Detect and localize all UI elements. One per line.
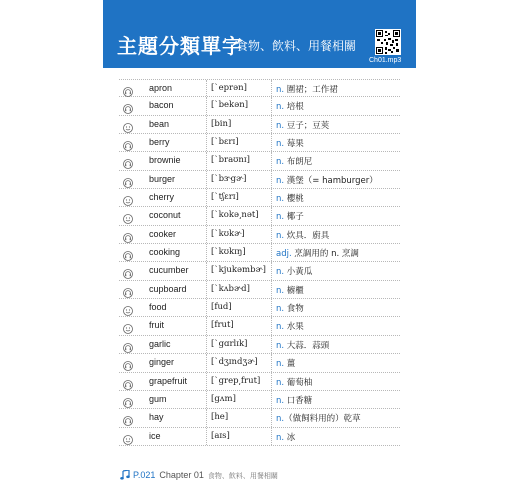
column-divider [271, 281, 272, 298]
vocab-word: berry [149, 137, 170, 148]
headphones-icon[interactable] [123, 230, 133, 240]
column-divider [206, 336, 207, 353]
vocab-word: food [149, 302, 167, 313]
definition-text: 培根 [284, 102, 304, 113]
definition-text: 口香糖 [284, 395, 313, 406]
headphones-icon[interactable] [123, 266, 133, 276]
column-divider [271, 262, 272, 279]
definition [276, 265, 312, 277]
column-divider [206, 116, 207, 133]
column-divider [206, 317, 207, 334]
vocab-word: cupboard [149, 283, 187, 294]
vocab-word: cooking [149, 247, 181, 258]
column-divider [206, 244, 207, 261]
phonetic-transcription: [aɪs] [211, 430, 230, 441]
definition [276, 412, 361, 424]
definition [276, 284, 304, 296]
part-of-speech: n. [276, 432, 285, 443]
table-row [119, 373, 400, 391]
smile-icon[interactable] [123, 321, 133, 331]
definition-text: 漢堡（= hamburger） [284, 175, 378, 186]
part-of-speech: n. [276, 395, 285, 406]
table-row [119, 262, 400, 280]
smile-icon[interactable] [123, 193, 133, 203]
column-divider [271, 80, 272, 96]
table-row [119, 391, 400, 409]
column-divider [206, 189, 207, 206]
definition-text: 布朗尼 [284, 157, 313, 168]
column-divider [271, 116, 272, 133]
part-of-speech: n. [276, 157, 285, 168]
phonetic-transcription: [he] [211, 412, 229, 423]
table-row [119, 336, 400, 354]
column-divider [271, 391, 272, 408]
table-row [119, 189, 400, 207]
vocab-word: coconut [149, 210, 181, 221]
column-divider [271, 317, 272, 334]
audio-file-label: Ch01.mp3 [369, 57, 402, 64]
part-of-speech: n. [276, 212, 285, 223]
phonetic-transcription: [ˋkokə͵nət] [211, 210, 259, 221]
definition [276, 394, 312, 406]
phonetic-transcription: [ˋtʃɛrɪ] [211, 192, 239, 203]
headphones-icon[interactable] [123, 248, 133, 258]
column-divider [271, 207, 272, 224]
definition [276, 431, 295, 443]
definition-text: 椰子 [284, 212, 304, 223]
column-divider [206, 391, 207, 408]
part-of-speech: n. [276, 120, 285, 131]
headphones-icon[interactable] [123, 377, 133, 387]
part-of-speech: n. [276, 340, 285, 351]
phonetic-transcription: [ˋeprən] [211, 83, 247, 93]
column-divider [206, 80, 207, 96]
page-footer [120, 470, 278, 482]
table-row [119, 299, 400, 317]
column-divider [206, 97, 207, 114]
table-row [119, 171, 400, 189]
column-divider [271, 336, 272, 353]
table-row [119, 207, 400, 225]
column-divider [271, 428, 272, 445]
vocab-word: hay [149, 412, 164, 423]
part-of-speech: n. [276, 359, 285, 370]
definition [276, 376, 312, 388]
table-row [119, 244, 400, 262]
phonetic-transcription: [ˋbekən] [211, 100, 249, 111]
column-divider [206, 354, 207, 371]
column-divider [271, 189, 272, 206]
definition [276, 302, 304, 314]
phonetic-transcription: [ˋdʒɪndʒɚ] [211, 357, 258, 368]
definition [276, 229, 329, 241]
part-of-speech: n. [276, 85, 285, 95]
qr-code-icon[interactable] [375, 29, 401, 55]
page-header [103, 0, 416, 68]
headphones-icon[interactable] [123, 138, 133, 148]
column-divider [271, 97, 272, 114]
vocab-word: apron [149, 83, 173, 93]
table-row [119, 152, 400, 170]
table-row [119, 409, 400, 427]
definition [276, 119, 329, 131]
chapter-label: Chapter 01 [159, 470, 204, 480]
definition [276, 137, 304, 149]
phonetic-transcription: [fud] [211, 302, 232, 313]
part-of-speech: n. [276, 194, 285, 205]
definition [276, 83, 338, 95]
definition-text: 水果 [284, 322, 304, 333]
phonetic-transcription: [ˋgrep͵frut] [211, 375, 261, 386]
column-divider [271, 299, 272, 316]
phonetic-transcription: [bin] [211, 118, 232, 129]
phonetic-transcription: [gʌm] [211, 393, 236, 404]
definition [276, 357, 295, 369]
definition-text: 櫥櫃 [284, 285, 304, 296]
table-row [119, 428, 400, 446]
definition [276, 339, 329, 351]
vocab-word: bacon [149, 100, 174, 111]
table-row [119, 134, 400, 152]
page-number: P.021 [133, 470, 156, 480]
column-divider [271, 409, 272, 426]
part-of-speech: n. [276, 285, 285, 296]
phonetic-transcription: [ˋkʌbɚd] [211, 283, 250, 294]
page-title: 主題分類單字 [117, 34, 243, 58]
definition [276, 247, 359, 259]
phonetic-transcription: [ˋkʊkɪŋ] [211, 247, 246, 258]
phonetic-transcription: [ˋkjukəmbɚ] [211, 265, 266, 276]
table-row [119, 354, 400, 372]
smile-icon[interactable] [123, 303, 133, 313]
definition-text: 炊具．廚具 [284, 230, 330, 241]
vocab-word: gum [149, 393, 167, 404]
definition [276, 100, 304, 112]
table-row [119, 317, 400, 335]
definition-text: 薑 [284, 359, 296, 370]
definition-text: 葡萄柚 [284, 377, 313, 388]
definition [276, 155, 312, 167]
headphones-icon[interactable] [123, 84, 133, 94]
smile-icon[interactable] [123, 120, 133, 130]
definition-text: 圍裙；工作裙 [284, 85, 338, 95]
vocab-word: grapefruit [149, 375, 188, 386]
column-divider [206, 428, 207, 445]
column-divider [206, 226, 207, 243]
column-divider [271, 171, 272, 188]
part-of-speech: n. [276, 304, 285, 315]
phonetic-transcription: [ˋkʊkɚ] [211, 228, 245, 239]
vocab-word: garlic [149, 338, 171, 349]
headphones-icon[interactable] [123, 395, 133, 405]
definition-text: 烹調用的 n. 烹調 [291, 249, 359, 260]
table-row [119, 226, 400, 244]
table-row [119, 281, 400, 299]
column-divider [271, 373, 272, 390]
column-divider [206, 207, 207, 224]
column-divider [206, 152, 207, 169]
definition-text: 櫻桃 [284, 194, 304, 205]
part-of-speech: n. [276, 377, 285, 388]
phonetic-transcription: [ˋgɑrlɪk] [211, 338, 248, 349]
smile-icon[interactable] [123, 211, 133, 221]
phonetic-transcription: [ˋbɝgɚ] [211, 173, 247, 184]
page-subtitle: 食物、飲料、用餐相關 [236, 39, 357, 53]
table-row [119, 97, 400, 115]
part-of-speech: n. [276, 102, 285, 113]
column-divider [271, 244, 272, 261]
phonetic-transcription: [frut] [211, 320, 234, 331]
headphones-icon[interactable] [123, 101, 133, 111]
definition-text: 冰 [284, 432, 296, 443]
part-of-speech: adj. [276, 249, 292, 260]
headphones-icon[interactable] [123, 413, 133, 423]
headphones-icon[interactable] [123, 285, 133, 295]
definition-text: 小黃瓜 [284, 267, 313, 278]
part-of-speech: n. [276, 175, 285, 186]
definition [276, 210, 304, 222]
part-of-speech: n. [276, 267, 285, 278]
definition-text: 莓果 [284, 139, 304, 150]
vocab-word: bean [149, 118, 170, 129]
definition-text: （做飼料用的）乾草 [284, 414, 361, 425]
column-divider [206, 171, 207, 188]
column-divider [206, 281, 207, 298]
definition [276, 320, 304, 332]
music-note-icon [120, 470, 130, 482]
headphones-icon[interactable] [123, 340, 133, 350]
definition-text: 食物 [284, 304, 304, 315]
column-divider [206, 299, 207, 316]
column-divider [206, 373, 207, 390]
column-divider [206, 262, 207, 279]
vocab-word: ice [149, 430, 161, 441]
vocab-word: cherry [149, 192, 175, 203]
vocab-word: ginger [149, 357, 175, 368]
phonetic-transcription: [ˋbɛrɪ] [211, 137, 239, 148]
part-of-speech: n. [276, 322, 285, 333]
headphones-icon[interactable] [123, 175, 133, 185]
column-divider [271, 134, 272, 151]
table-row [119, 116, 400, 134]
headphones-icon[interactable] [123, 156, 133, 166]
column-divider [271, 226, 272, 243]
part-of-speech: n. [276, 139, 285, 150]
vocab-word: cooker [149, 228, 177, 239]
part-of-speech: n. [276, 414, 285, 425]
smile-icon[interactable] [123, 432, 133, 442]
headphones-icon[interactable] [123, 358, 133, 368]
column-divider [206, 409, 207, 426]
vocab-word: cucumber [149, 265, 189, 276]
vocab-word: fruit [149, 320, 165, 331]
vocab-word: brownie [149, 155, 181, 166]
definition-text: 豆子；豆莢 [284, 120, 330, 131]
definition-text: 大蒜．蒜頭 [284, 340, 330, 351]
column-divider [271, 152, 272, 169]
definition [276, 174, 378, 186]
table-row [119, 79, 400, 97]
vocab-word: burger [149, 173, 176, 184]
definition [276, 192, 304, 204]
phonetic-transcription: [ˋbraʊnɪ] [211, 155, 250, 166]
column-divider [206, 134, 207, 151]
vocabulary-table [119, 79, 400, 446]
chapter-title: 食物、飲料、用餐相關 [207, 472, 278, 480]
part-of-speech: n. [276, 230, 285, 241]
column-divider [271, 354, 272, 371]
